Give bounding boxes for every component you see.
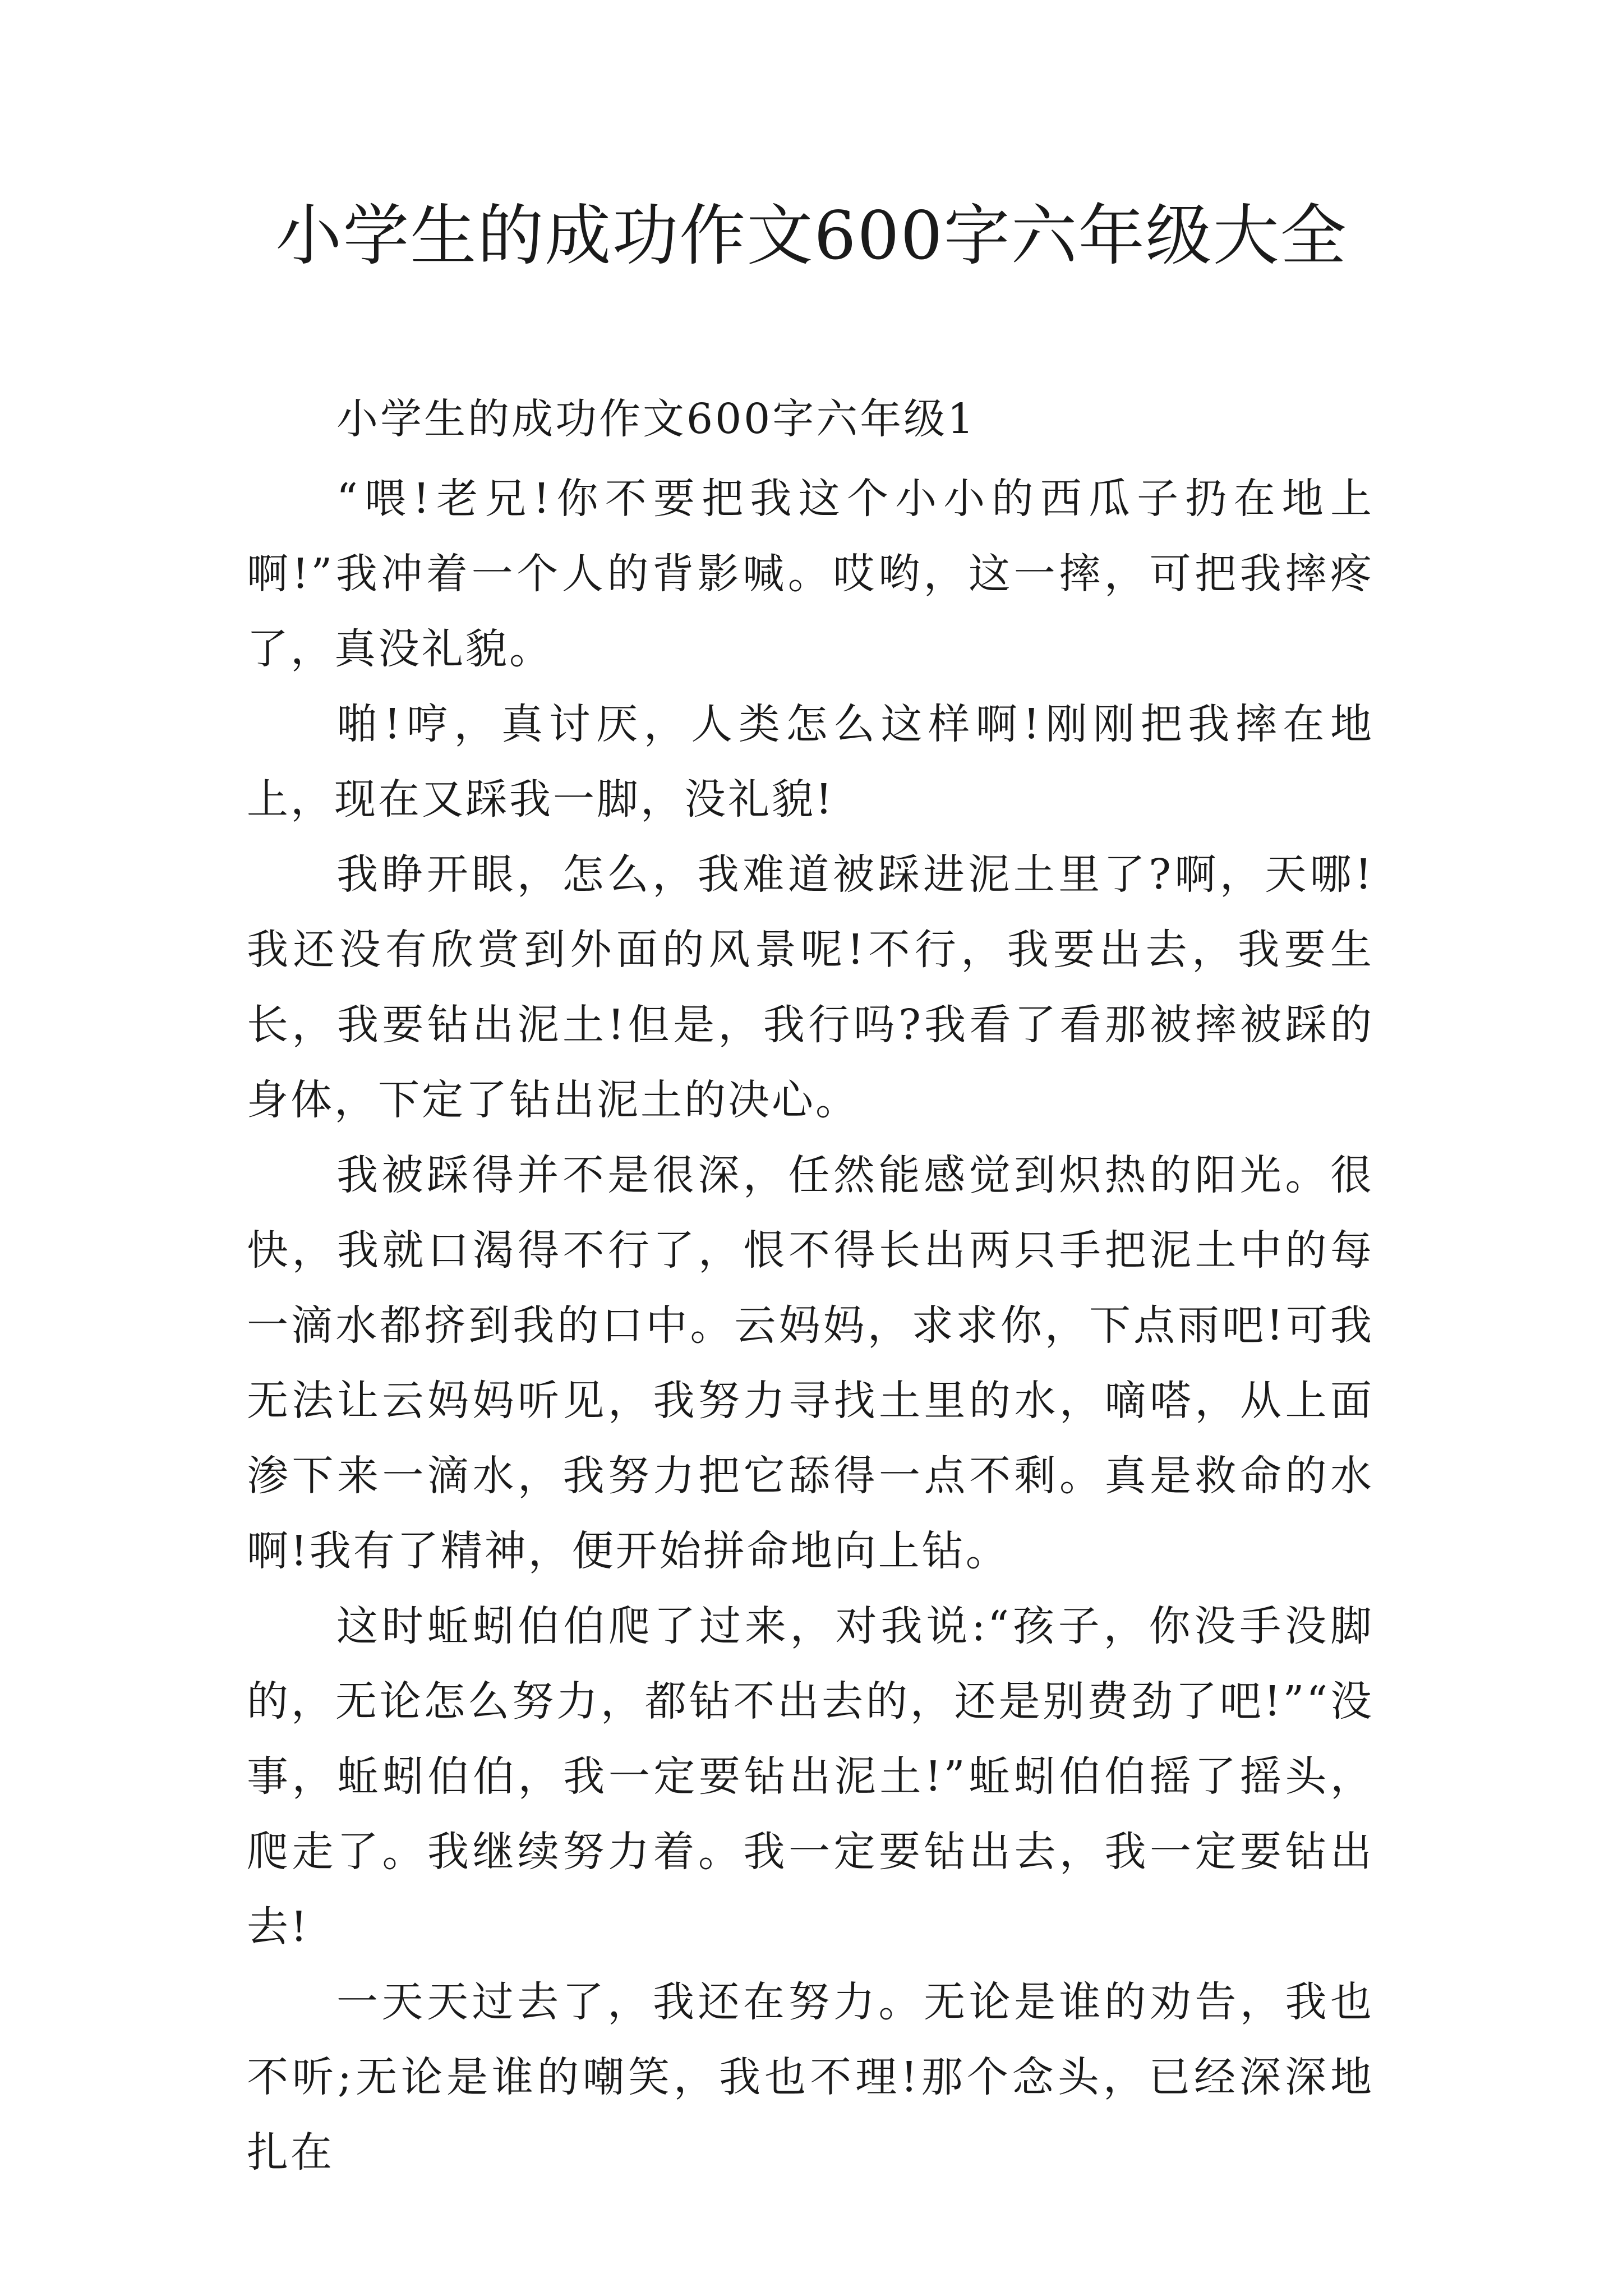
paragraph: 一天天过去了，我还在努力。无论是谁的劝告，我也不听;无论是谁的嘲笑，我也不理!那个念头，已经深深地扎在 (247, 1978, 1374, 2177)
document-title: 小学生的成功作文600字六年级大全 (275, 197, 1348, 274)
paragraph: 我被踩得并不是很深，任然能感觉到炽热的阳光。很快，我就口渴得不行了，恨不得长出两只手把泥土中的每一滴水都挤到我的口中。云妈妈，求求你，下点雨吧!可我无法让云妈妈听见，我努力寻找土里的水，嘀嗒，从上面渗下来一滴水，我努力把它舔得一点不剩。真是救命的水啊!我有了精神，便开始拼命地向上钻。 (247, 1151, 1374, 1575)
section-heading: 小学生的成功作文600字六年级1 (336, 395, 976, 443)
paragraph: 啪!哼，真讨厌，人类怎么这样啊!刚刚把我摔在地上，现在又踩我一脚，没礼貌! (247, 700, 1374, 823)
paragraph: 这时蚯蚓伯伯爬了过来，对我说:“孩子，你没手没脚的，无论怎么努力，都钻不出去的，还是别费劲了吧!”“没事，蚯蚓伯伯，我一定要钻出泥土!”蚯蚓伯伯摇了摇头，爬走了。我继续努力着。我一定要钻出去，我一定要钻出去! (247, 1602, 1374, 1951)
document-body (247, 381, 1374, 2190)
paragraph: 我睁开眼，怎么，我难道被踩进泥土里了?啊，天哪!我还没有欣赏到外面的风景呢!不行，我要出去，我要生长，我要钻出泥土!但是，我行吗?我看了看那被摔被踩的身体，下定了钻出泥土的决心。 (247, 850, 1374, 1124)
paragraph: “喂!老兄!你不要把我这个小小的西瓜子扔在地上啊!”我冲着一个人的背影喊。哎哟，这一摔，可把我摔疼了，真没礼貌。 (247, 475, 1374, 673)
